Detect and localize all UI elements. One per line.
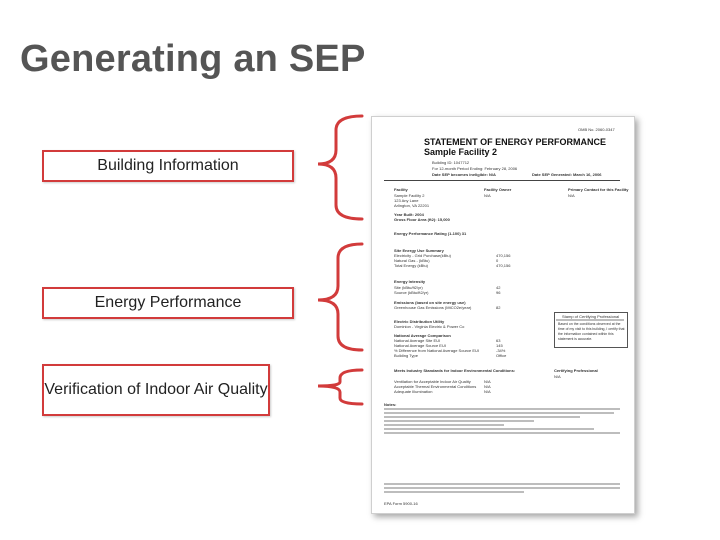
national-value: -34% xyxy=(496,348,506,353)
col-contact: Primary Contact for this Facility xyxy=(568,187,629,192)
meets-label: Ventilation for Acceptable Indoor Air Quality xyxy=(394,379,471,384)
national-value: 63 xyxy=(496,338,501,343)
floor-area: Gross Floor Area (ft2): 15,000 xyxy=(394,217,450,222)
contact-value: N/A xyxy=(568,193,575,198)
emissions-label: Greenhouse Gas Emissions (MtCO2e/year) xyxy=(394,305,472,310)
emissions-title: Emissions (based on site energy use) xyxy=(394,300,466,305)
site-energy-title: Site Energy Use Summary xyxy=(394,248,444,253)
certifying-value: N/A xyxy=(554,374,561,379)
bracket-building xyxy=(318,116,362,219)
notes-line xyxy=(384,412,614,414)
site-energy-label: Total Energy (kBtu) xyxy=(394,263,429,268)
national-title: National Average Comparison xyxy=(394,333,451,338)
building-id: Building ID: 1047712 xyxy=(432,160,470,165)
notes-line xyxy=(384,424,504,426)
notes-line xyxy=(384,420,534,422)
bracket-energy xyxy=(318,244,362,350)
facility-line: Sample Facility 2 xyxy=(394,193,425,198)
bracket-verification xyxy=(318,370,362,404)
col-owner: Facility Owner xyxy=(484,187,512,192)
meets-value: N/A xyxy=(484,379,491,384)
site-energy-label: Natural Gas - (kBtu) xyxy=(394,258,430,263)
energy-intensity-value: 42 xyxy=(496,285,501,290)
national-value: Office xyxy=(496,353,507,358)
year-built: Year Built: 2004 xyxy=(394,212,424,217)
notes-line xyxy=(384,432,620,434)
energy-intensity-title: Energy Intensity xyxy=(394,279,426,284)
col-facility: Facility xyxy=(394,187,408,192)
national-label: National Average Source EUI xyxy=(394,343,446,348)
site-energy-value: 470,156 xyxy=(496,253,511,258)
energy-intensity-label: Site (kBtu/ft2/yr) xyxy=(394,285,423,290)
stamp-divider xyxy=(556,319,624,321)
site-energy-label: Electricity - Grid Purchase(kBtu) xyxy=(394,253,451,258)
national-label: % Difference from National Average Source EUI xyxy=(394,348,480,353)
slide-title: Generating an SEP xyxy=(20,38,366,80)
notes-line xyxy=(384,408,620,410)
sep-document-thumbnail xyxy=(371,116,635,514)
national-value: 145 xyxy=(496,343,503,348)
stamp-line: the information contained within this xyxy=(558,332,614,336)
doc-subtitle: Sample Facility 2 xyxy=(424,147,498,157)
generated-date: Date SEP Generated: March 16, 2006 xyxy=(532,172,602,177)
owner-value: N/A xyxy=(484,193,491,198)
energy-intensity-value: 96 xyxy=(496,290,501,295)
energy-intensity-label: Source (kBtu/ft2/yr) xyxy=(394,290,429,295)
stamp-line: Based on the conditions observed at the xyxy=(558,322,621,326)
utility-title: Electric Distribution Utility xyxy=(394,319,445,324)
utility-value: Dominion - Virginia Electric & Power Co xyxy=(394,324,465,329)
meets-label: Acceptable Thermal Environmental Conditions xyxy=(394,384,477,389)
footer-line xyxy=(384,491,524,493)
facility-line: Arlington, VA 22201 xyxy=(394,203,430,208)
ineligible-date: Date SEP becomes ineligible: N/A xyxy=(432,172,496,177)
national-label: Building Type xyxy=(394,353,418,358)
doc-title: STATEMENT OF ENERGY PERFORMANCE xyxy=(424,137,607,147)
notes-line xyxy=(384,416,580,418)
building-information-label: Building Information xyxy=(42,150,294,182)
stamp-line: statement is accurate. xyxy=(558,337,593,341)
national-label: National Average Site EUI xyxy=(394,338,441,343)
epa-form: EPA Form 5900-16 xyxy=(384,501,418,506)
footer-line xyxy=(384,483,620,485)
notes-line xyxy=(384,428,594,430)
rating: Energy Performance Rating (1-100) 31 xyxy=(394,231,467,236)
notes-title: Notes: xyxy=(384,402,397,407)
site-energy-value: 0 xyxy=(496,258,499,263)
facility-line: 123 Any Lane xyxy=(394,198,419,203)
meets-value: N/A xyxy=(484,384,491,389)
emissions-value: 82 xyxy=(496,305,501,310)
stamp-line: time of my visit to this building, I certify that xyxy=(558,327,625,331)
meets-label: Adequate Illumination xyxy=(394,389,433,394)
meets-title: Meets Industry Standards for Indoor Environmental Conditions: xyxy=(394,368,516,373)
period: For 12-month Period Ending: February 28, 2006 xyxy=(432,166,518,171)
stamp-title: Stamp of Certifying Professional xyxy=(562,314,620,319)
meets-value: N/A xyxy=(484,389,491,394)
site-energy-value: 470,156 xyxy=(496,263,511,268)
omb-number: OMB No. 2060-0347 xyxy=(578,127,615,132)
footer-line xyxy=(384,487,620,489)
energy-performance-label: Energy Performance xyxy=(42,287,294,319)
verification-indoor-air-quality-label: Verification of Indoor Air Quality xyxy=(42,364,270,416)
certifying-title: Certifying Professional xyxy=(554,368,598,373)
divider xyxy=(384,180,620,181)
